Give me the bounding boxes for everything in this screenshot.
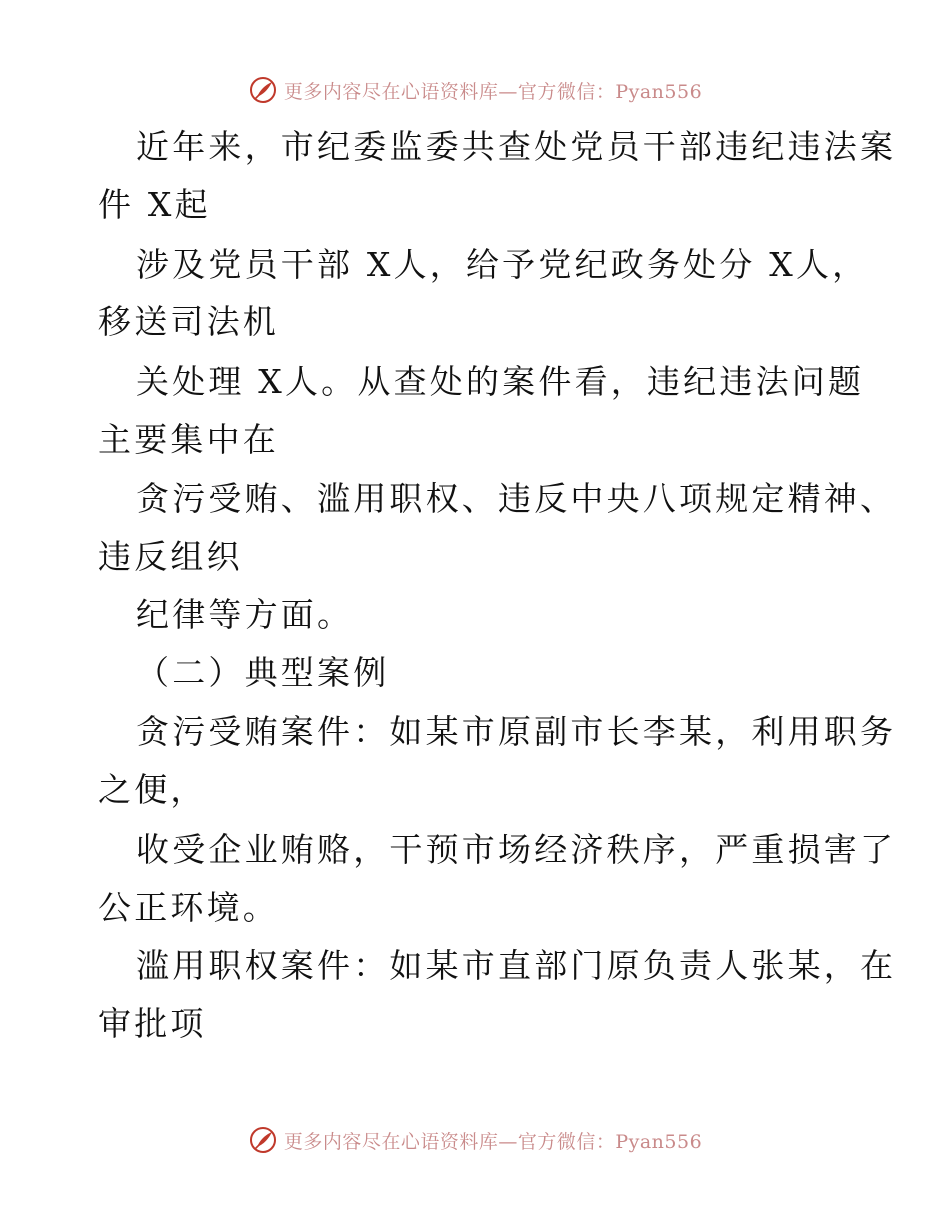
body-line: 贪污受贿、滥用职权、违反中央八项规定精神、 <box>136 479 897 518</box>
body-line: 贪污受贿案件：如某市原副市长李某，利用职务 <box>136 712 897 751</box>
body-line: 关处理 X人。从查处的案件看，违纪违法问题 <box>136 362 865 401</box>
header-watermark <box>0 70 950 110</box>
body-line: 近年来，市纪委监委共查处党员干部违纪违法案 <box>136 127 897 166</box>
body-line: 涉及党员干部 X人，给予党纪政务处分 X人， <box>136 245 869 284</box>
body-line: 审批项 <box>98 1004 207 1043</box>
body-line: 滥用职权案件：如某市直部门原负责人张某，在 <box>136 946 897 985</box>
watermark-text: 更多内容尽在心语资料库—官方微信：Pyan556 <box>283 80 703 103</box>
body-line: 之便， <box>98 770 207 809</box>
section-heading: （二）典型案例 <box>136 653 390 692</box>
feather-pen-logo-icon <box>248 1125 278 1155</box>
body-line: 件 X起 <box>98 185 211 224</box>
body-line: 违反组织 <box>98 537 243 576</box>
watermark-text: 更多内容尽在心语资料库—官方微信：Pyan556 <box>283 1130 703 1153</box>
watermark-group <box>248 75 702 105</box>
body-line: 主要集中在 <box>98 420 279 459</box>
body-line: 收受企业贿赂，干预市场经济秩序，严重损害了 <box>136 830 897 869</box>
footer-watermark <box>0 1120 950 1160</box>
body-line: 公正环境。 <box>98 888 279 927</box>
body-line: 纪律等方面。 <box>136 595 354 634</box>
body-line: 移送司法机 <box>98 302 279 341</box>
watermark-group <box>248 1125 702 1155</box>
feather-pen-logo-icon <box>248 75 278 105</box>
